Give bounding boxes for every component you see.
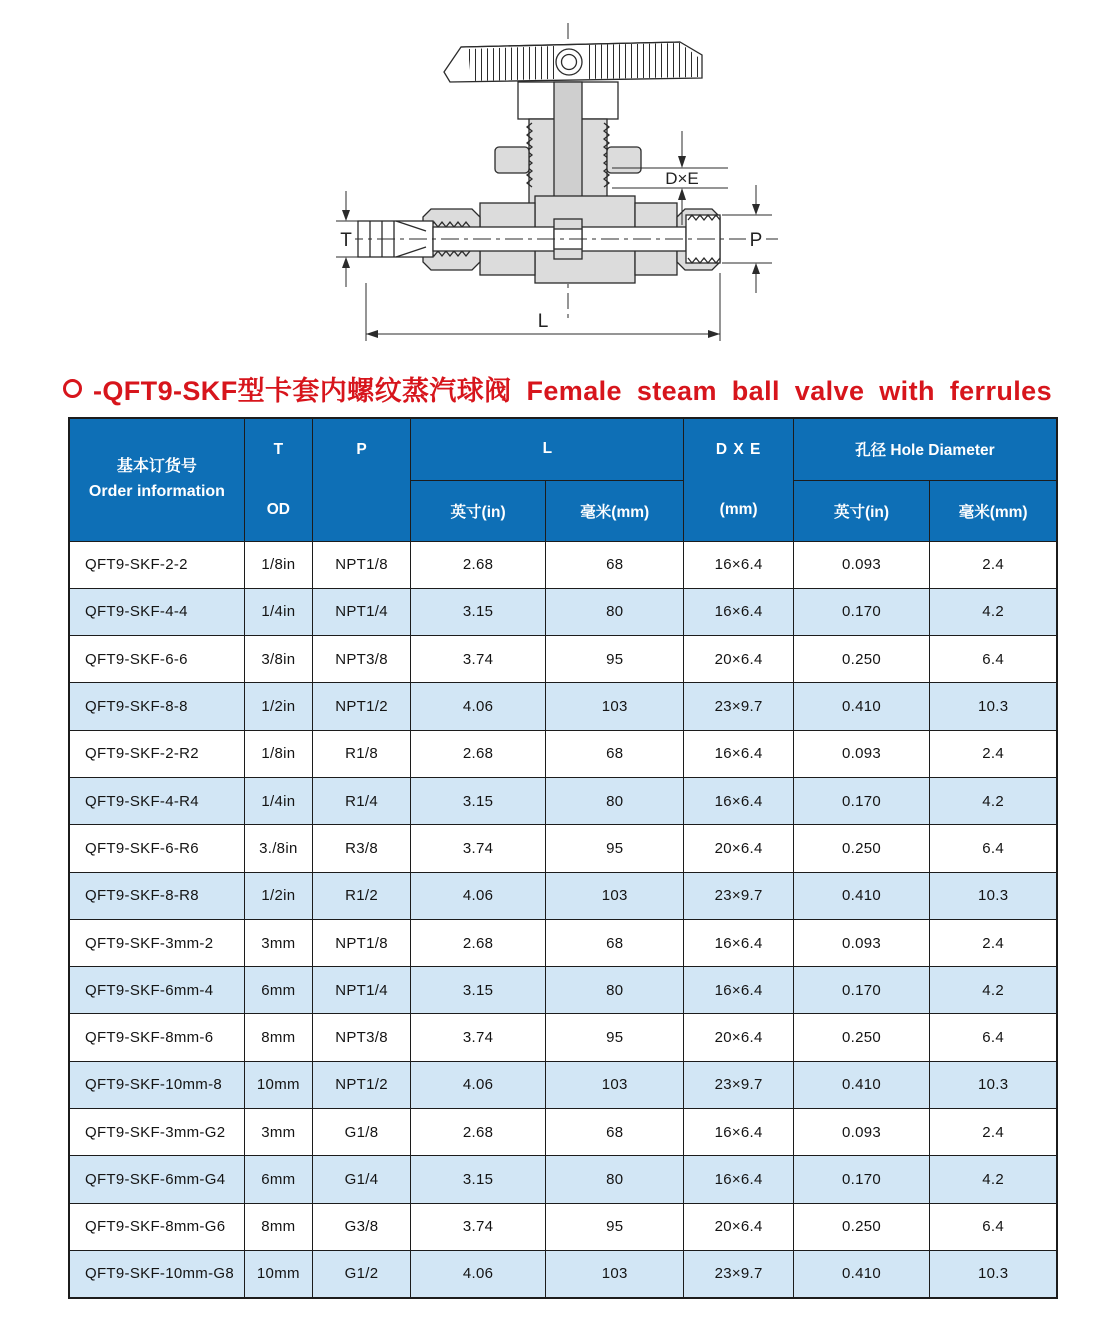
cell-od: 3./8in <box>244 825 312 872</box>
cell-length-mm: 95 <box>545 1203 684 1250</box>
cell-order-code: QFT9-SKF-8-8 <box>69 683 244 730</box>
table-row <box>69 636 1057 683</box>
cell-thread: NPT1/4 <box>312 967 410 1014</box>
cell-hole-mm: 4.2 <box>930 777 1057 824</box>
cell-hole-in: 0.093 <box>793 730 930 777</box>
cell-hole-in: 0.410 <box>793 683 930 730</box>
cell-hole-in: 0.170 <box>793 967 930 1014</box>
col-header-l: L <box>411 418 684 480</box>
cell-od: 1/4in <box>244 777 312 824</box>
cell-length-in: 2.68 <box>411 541 546 588</box>
subcol-header-hole-inch: 英寸(in) <box>793 480 930 541</box>
cell-hole-mm: 2.4 <box>930 730 1057 777</box>
cell-thread: R1/2 <box>312 872 410 919</box>
cell-hole-mm: 2.4 <box>930 1109 1057 1156</box>
table-row <box>69 1061 1057 1108</box>
col-header-t: T <box>273 440 284 458</box>
cell-hole-mm: 4.2 <box>930 1156 1057 1203</box>
cell-length-in: 2.68 <box>411 919 546 966</box>
cell-length-mm: 80 <box>545 588 684 635</box>
cell-length-in: 3.74 <box>411 636 546 683</box>
cell-thread: NPT3/8 <box>312 636 410 683</box>
cell-od: 1/2in <box>244 683 312 730</box>
cell-od: 3/8in <box>244 636 312 683</box>
order-header-en: Order information <box>88 482 225 500</box>
cell-dxe: 16×6.4 <box>684 730 793 777</box>
valve-body <box>345 196 778 283</box>
cell-order-code: QFT9-SKF-8-R8 <box>69 872 244 919</box>
cell-length-mm: 80 <box>545 1156 684 1203</box>
cell-od: 8mm <box>244 1014 312 1061</box>
table-row <box>69 1156 1057 1203</box>
cell-length-in: 4.06 <box>411 872 546 919</box>
spec-table <box>68 417 1058 1299</box>
cell-dxe: 20×6.4 <box>684 825 793 872</box>
cell-length-mm: 68 <box>545 730 684 777</box>
dim-label-t: T <box>340 230 352 251</box>
page-title <box>63 369 1052 408</box>
cell-dxe: 16×6.4 <box>684 919 793 966</box>
cell-dxe: 16×6.4 <box>684 541 793 588</box>
col-header-dxe-unit: (mm) <box>719 501 758 518</box>
subcol-header-hole-mm: 毫米(mm) <box>930 480 1057 541</box>
table-row <box>69 1014 1057 1061</box>
cell-hole-in: 0.410 <box>793 1061 930 1108</box>
cell-od: 10mm <box>244 1250 312 1297</box>
cell-hole-in: 0.250 <box>793 1203 930 1250</box>
cell-order-code: QFT9-SKF-8mm-6 <box>69 1014 244 1061</box>
cell-length-mm: 68 <box>545 1109 684 1156</box>
page-title-text: -QFT9-SKF型卡套内螺纹蒸汽球阀 Female steam ball valve with ferrules <box>93 376 1053 406</box>
cell-dxe: 16×6.4 <box>684 967 793 1014</box>
cell-length-mm: 68 <box>545 919 684 966</box>
cell-dxe: 23×9.7 <box>684 1250 793 1297</box>
cell-thread: NPT3/8 <box>312 1014 410 1061</box>
cell-hole-in: 0.170 <box>793 588 930 635</box>
cell-length-in: 4.06 <box>411 1250 546 1297</box>
cell-length-in: 3.74 <box>411 1203 546 1250</box>
table-row <box>69 777 1057 824</box>
cell-order-code: QFT9-SKF-3mm-2 <box>69 919 244 966</box>
cell-order-code: QFT9-SKF-6-6 <box>69 636 244 683</box>
table-row <box>69 1203 1057 1250</box>
cell-length-mm: 95 <box>545 636 684 683</box>
spec-table-header <box>69 418 1057 541</box>
cell-length-mm: 80 <box>545 777 684 824</box>
cell-hole-mm: 4.2 <box>930 588 1057 635</box>
cell-dxe: 20×6.4 <box>684 636 793 683</box>
cell-order-code: QFT9-SKF-6-R6 <box>69 825 244 872</box>
cell-length-mm: 103 <box>545 872 684 919</box>
cell-length-mm: 103 <box>545 1250 684 1297</box>
cell-length-in: 2.68 <box>411 1109 546 1156</box>
table-row <box>69 825 1057 872</box>
cell-od: 3mm <box>244 919 312 966</box>
cell-order-code: QFT9-SKF-6mm-G4 <box>69 1156 244 1203</box>
cell-hole-in: 0.093 <box>793 1109 930 1156</box>
spec-table-body <box>69 541 1057 1298</box>
title-bullet-circle-icon <box>63 379 82 398</box>
cell-length-mm: 95 <box>545 1014 684 1061</box>
cell-dxe: 20×6.4 <box>684 1014 793 1061</box>
cell-length-mm: 95 <box>545 825 684 872</box>
cell-hole-in: 0.250 <box>793 636 930 683</box>
cell-order-code: QFT9-SKF-2-R2 <box>69 730 244 777</box>
cell-order-code: QFT9-SKF-4-R4 <box>69 777 244 824</box>
cell-od: 1/8in <box>244 541 312 588</box>
subcol-header-l-inch: 英寸(in) <box>411 480 546 541</box>
cell-length-mm: 80 <box>545 967 684 1014</box>
col-header-dxe <box>684 418 793 541</box>
cell-length-in: 3.15 <box>411 1156 546 1203</box>
cell-hole-mm: 6.4 <box>930 825 1057 872</box>
cell-length-in: 3.15 <box>411 777 546 824</box>
cell-od: 6mm <box>244 1156 312 1203</box>
cell-dxe: 16×6.4 <box>684 1109 793 1156</box>
cell-hole-mm: 2.4 <box>930 919 1057 966</box>
cell-hole-in: 0.250 <box>793 825 930 872</box>
cell-length-in: 4.06 <box>411 683 546 730</box>
col-header-p <box>312 418 410 541</box>
table-row <box>69 967 1057 1014</box>
cell-thread: G3/8 <box>312 1203 410 1250</box>
col-header-t-od <box>244 418 312 541</box>
cell-order-code: QFT9-SKF-3mm-G2 <box>69 1109 244 1156</box>
cell-od: 10mm <box>244 1061 312 1108</box>
cell-hole-mm: 10.3 <box>930 683 1057 730</box>
cell-hole-mm: 10.3 <box>930 872 1057 919</box>
cell-hole-mm: 6.4 <box>930 1203 1057 1250</box>
cell-length-mm: 103 <box>545 1061 684 1108</box>
cell-length-in: 4.06 <box>411 1061 546 1108</box>
cell-hole-in: 0.170 <box>793 777 930 824</box>
cell-thread: G1/4 <box>312 1156 410 1203</box>
cell-length-in: 3.15 <box>411 588 546 635</box>
cell-dxe: 16×6.4 <box>684 588 793 635</box>
table-row <box>69 1250 1057 1297</box>
cell-order-code: QFT9-SKF-8mm-G6 <box>69 1203 244 1250</box>
cell-od: 1/8in <box>244 730 312 777</box>
cell-dxe: 16×6.4 <box>684 777 793 824</box>
table-row <box>69 588 1057 635</box>
order-header-cn: 基本订货号 <box>116 457 197 475</box>
cell-hole-in: 0.410 <box>793 872 930 919</box>
cell-order-code: QFT9-SKF-6mm-4 <box>69 967 244 1014</box>
cell-length-in: 3.15 <box>411 967 546 1014</box>
table-row <box>69 872 1057 919</box>
cell-dxe: 23×9.7 <box>684 1061 793 1108</box>
col-header-p-label: P <box>356 440 367 458</box>
cell-hole-mm: 4.2 <box>930 967 1057 1014</box>
cell-order-code: QFT9-SKF-10mm-8 <box>69 1061 244 1108</box>
cell-length-in: 3.74 <box>411 825 546 872</box>
cell-length-in: 2.68 <box>411 730 546 777</box>
cell-od: 3mm <box>244 1109 312 1156</box>
cell-thread: R1/8 <box>312 730 410 777</box>
cell-thread: NPT1/8 <box>312 919 410 966</box>
col-header-od: OD <box>266 501 290 518</box>
cell-hole-in: 0.093 <box>793 919 930 966</box>
table-row <box>69 541 1057 588</box>
cell-thread: NPT1/2 <box>312 683 410 730</box>
col-header-dxe-label: D X E <box>715 440 762 458</box>
cell-thread: NPT1/8 <box>312 541 410 588</box>
dim-label-dxe: D×E <box>665 169 699 188</box>
cell-hole-mm: 10.3 <box>930 1061 1057 1108</box>
cell-thread: R1/4 <box>312 777 410 824</box>
cell-od: 1/2in <box>244 872 312 919</box>
cell-thread: G1/2 <box>312 1250 410 1297</box>
cell-thread: NPT1/4 <box>312 588 410 635</box>
cell-thread: R3/8 <box>312 825 410 872</box>
cell-dxe: 16×6.4 <box>684 1156 793 1203</box>
cell-od: 6mm <box>244 967 312 1014</box>
cell-order-code: QFT9-SKF-10mm-G8 <box>69 1250 244 1297</box>
cell-hole-in: 0.170 <box>793 1156 930 1203</box>
table-row <box>69 919 1057 966</box>
dim-label-l: L <box>537 311 549 332</box>
cell-hole-in: 0.093 <box>793 541 930 588</box>
cell-hole-in: 0.410 <box>793 1250 930 1297</box>
cell-order-code: QFT9-SKF-4-4 <box>69 588 244 635</box>
cell-hole-in: 0.250 <box>793 1014 930 1061</box>
cell-dxe: 23×9.7 <box>684 683 793 730</box>
cell-order-code: QFT9-SKF-2-2 <box>69 541 244 588</box>
cell-od: 8mm <box>244 1203 312 1250</box>
cell-dxe: 23×9.7 <box>684 872 793 919</box>
dim-label-p: P <box>749 230 763 251</box>
table-row <box>69 683 1057 730</box>
cell-thread: NPT1/2 <box>312 1061 410 1108</box>
cell-hole-mm: 6.4 <box>930 1014 1057 1061</box>
cell-length-mm: 103 <box>545 683 684 730</box>
subcol-header-l-mm: 毫米(mm) <box>545 480 684 541</box>
cell-thread: G1/8 <box>312 1109 410 1156</box>
table-row <box>69 1109 1057 1156</box>
cell-hole-mm: 6.4 <box>930 636 1057 683</box>
cell-dxe: 20×6.4 <box>684 1203 793 1250</box>
cell-hole-mm: 2.4 <box>930 541 1057 588</box>
table-row <box>69 730 1057 777</box>
cell-length-mm: 68 <box>545 541 684 588</box>
cell-od: 1/4in <box>244 588 312 635</box>
valve-drawing <box>330 15 790 360</box>
cell-length-in: 3.74 <box>411 1014 546 1061</box>
col-header-order-information <box>69 418 244 541</box>
col-header-hole-diameter: 孔径 Hole Diameter <box>793 418 1057 480</box>
cell-hole-mm: 10.3 <box>930 1250 1057 1297</box>
